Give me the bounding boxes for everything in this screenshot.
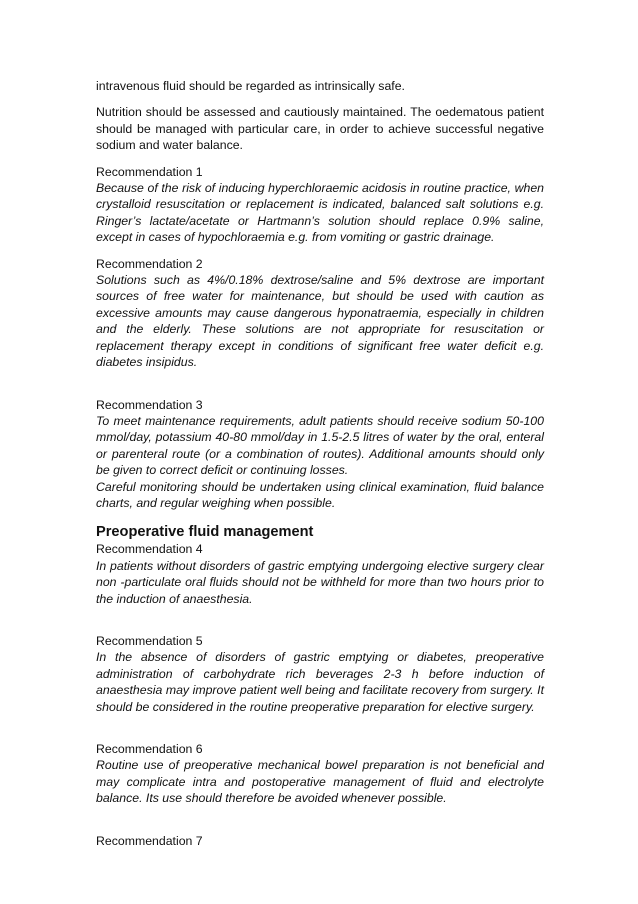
recommendation-7 [96,833,544,849]
recommendation-label: Recommendation 6 [96,742,203,756]
recommendation-4 [96,541,544,607]
recommendation-text: Routine use of preoperative mechanical bowel preparation is not beneficial and may complicate intra and postoperative management of fluid and electrolyte balance. Its use should therefore be avoided whenever possible. [96,758,544,806]
recommendation-label: Recommendation 7 [96,833,203,848]
recommendation-1 [96,164,544,246]
recommendation-5 [96,633,544,715]
recommendation-text: Solutions such as 4%/0.18% dextrose/saline and 5% dextrose are important sources of free water for maintenance, but should be used with caution as excessive amounts may cause dangerous hyponatraemia, especially in children and the elderly. These solutions are not appropriate for resuscitation or replacement therapy except in conditions of significant free water deficit e.g. diabetes insipidus. [96,273,544,370]
section-heading: Preoperative fluid management [96,524,314,541]
recommendation-label: Recommendation 5 [96,633,203,648]
intro-line: intravenous fluid should be regarded as intrinsically safe. [96,79,405,93]
recommendation-6 [96,741,544,807]
recommendation-label: Recommendation 4 [96,542,203,557]
recommendation-text-continued: Careful monitoring should be undertaken using clinical examination, fluid balance charts, and regular weighing when possible. [96,479,544,510]
recommendation-label: Recommendation 2 [96,256,203,271]
recommendation-text: In patients without disorders of gastric emptying undergoing elective surgery clear non -particulate oral fluids should not be withheld for more than two hours prior to the induction of anaesthesia. [96,558,544,606]
recommendation-text: In the absence of disorders of gastric emptying or diabetes, preoperative administration of carbohydrate rich beverages 2-3 h before induction of anaesthesia may improve patient well being and facilitate recovery from surgery. It should be considered in the routine preoperative preparation for elective surgery. [96,650,544,714]
recommendation-3 [96,397,544,512]
recommendation-label: Recommendation 3 [96,397,203,412]
document-page [96,78,544,849]
recommendation-2 [96,256,544,371]
recommendation-text: Because of the risk of inducing hyperchloraemic acidosis in routine practice, when crystalloid resuscitation or replacement is indicated, balanced salt solutions e.g. Ringer’s lactate/acetate or Hartmann’s solution should replace 0.9% saline, except in cases of hypochloraemia e.g. from vomiting or gastric drainage. [96,181,544,245]
recommendation-label: Recommendation 1 [96,164,203,179]
recommendation-text: To meet maintenance requirements, adult patients should receive sodium 50-100 mmol/day, potassium 40-80 mmol/day in 1.5-2.5 litres of water by the oral, enteral or parenteral route (or a combination of routes). Additional amounts should only be given to correct deficit or continuing losses. [96,413,544,478]
nutrition-paragraph: Nutrition should be assessed and cautiously maintained. The oedematous patient should be managed with particular care, in order to achieve successful negative sodium and water balance. [96,105,544,153]
